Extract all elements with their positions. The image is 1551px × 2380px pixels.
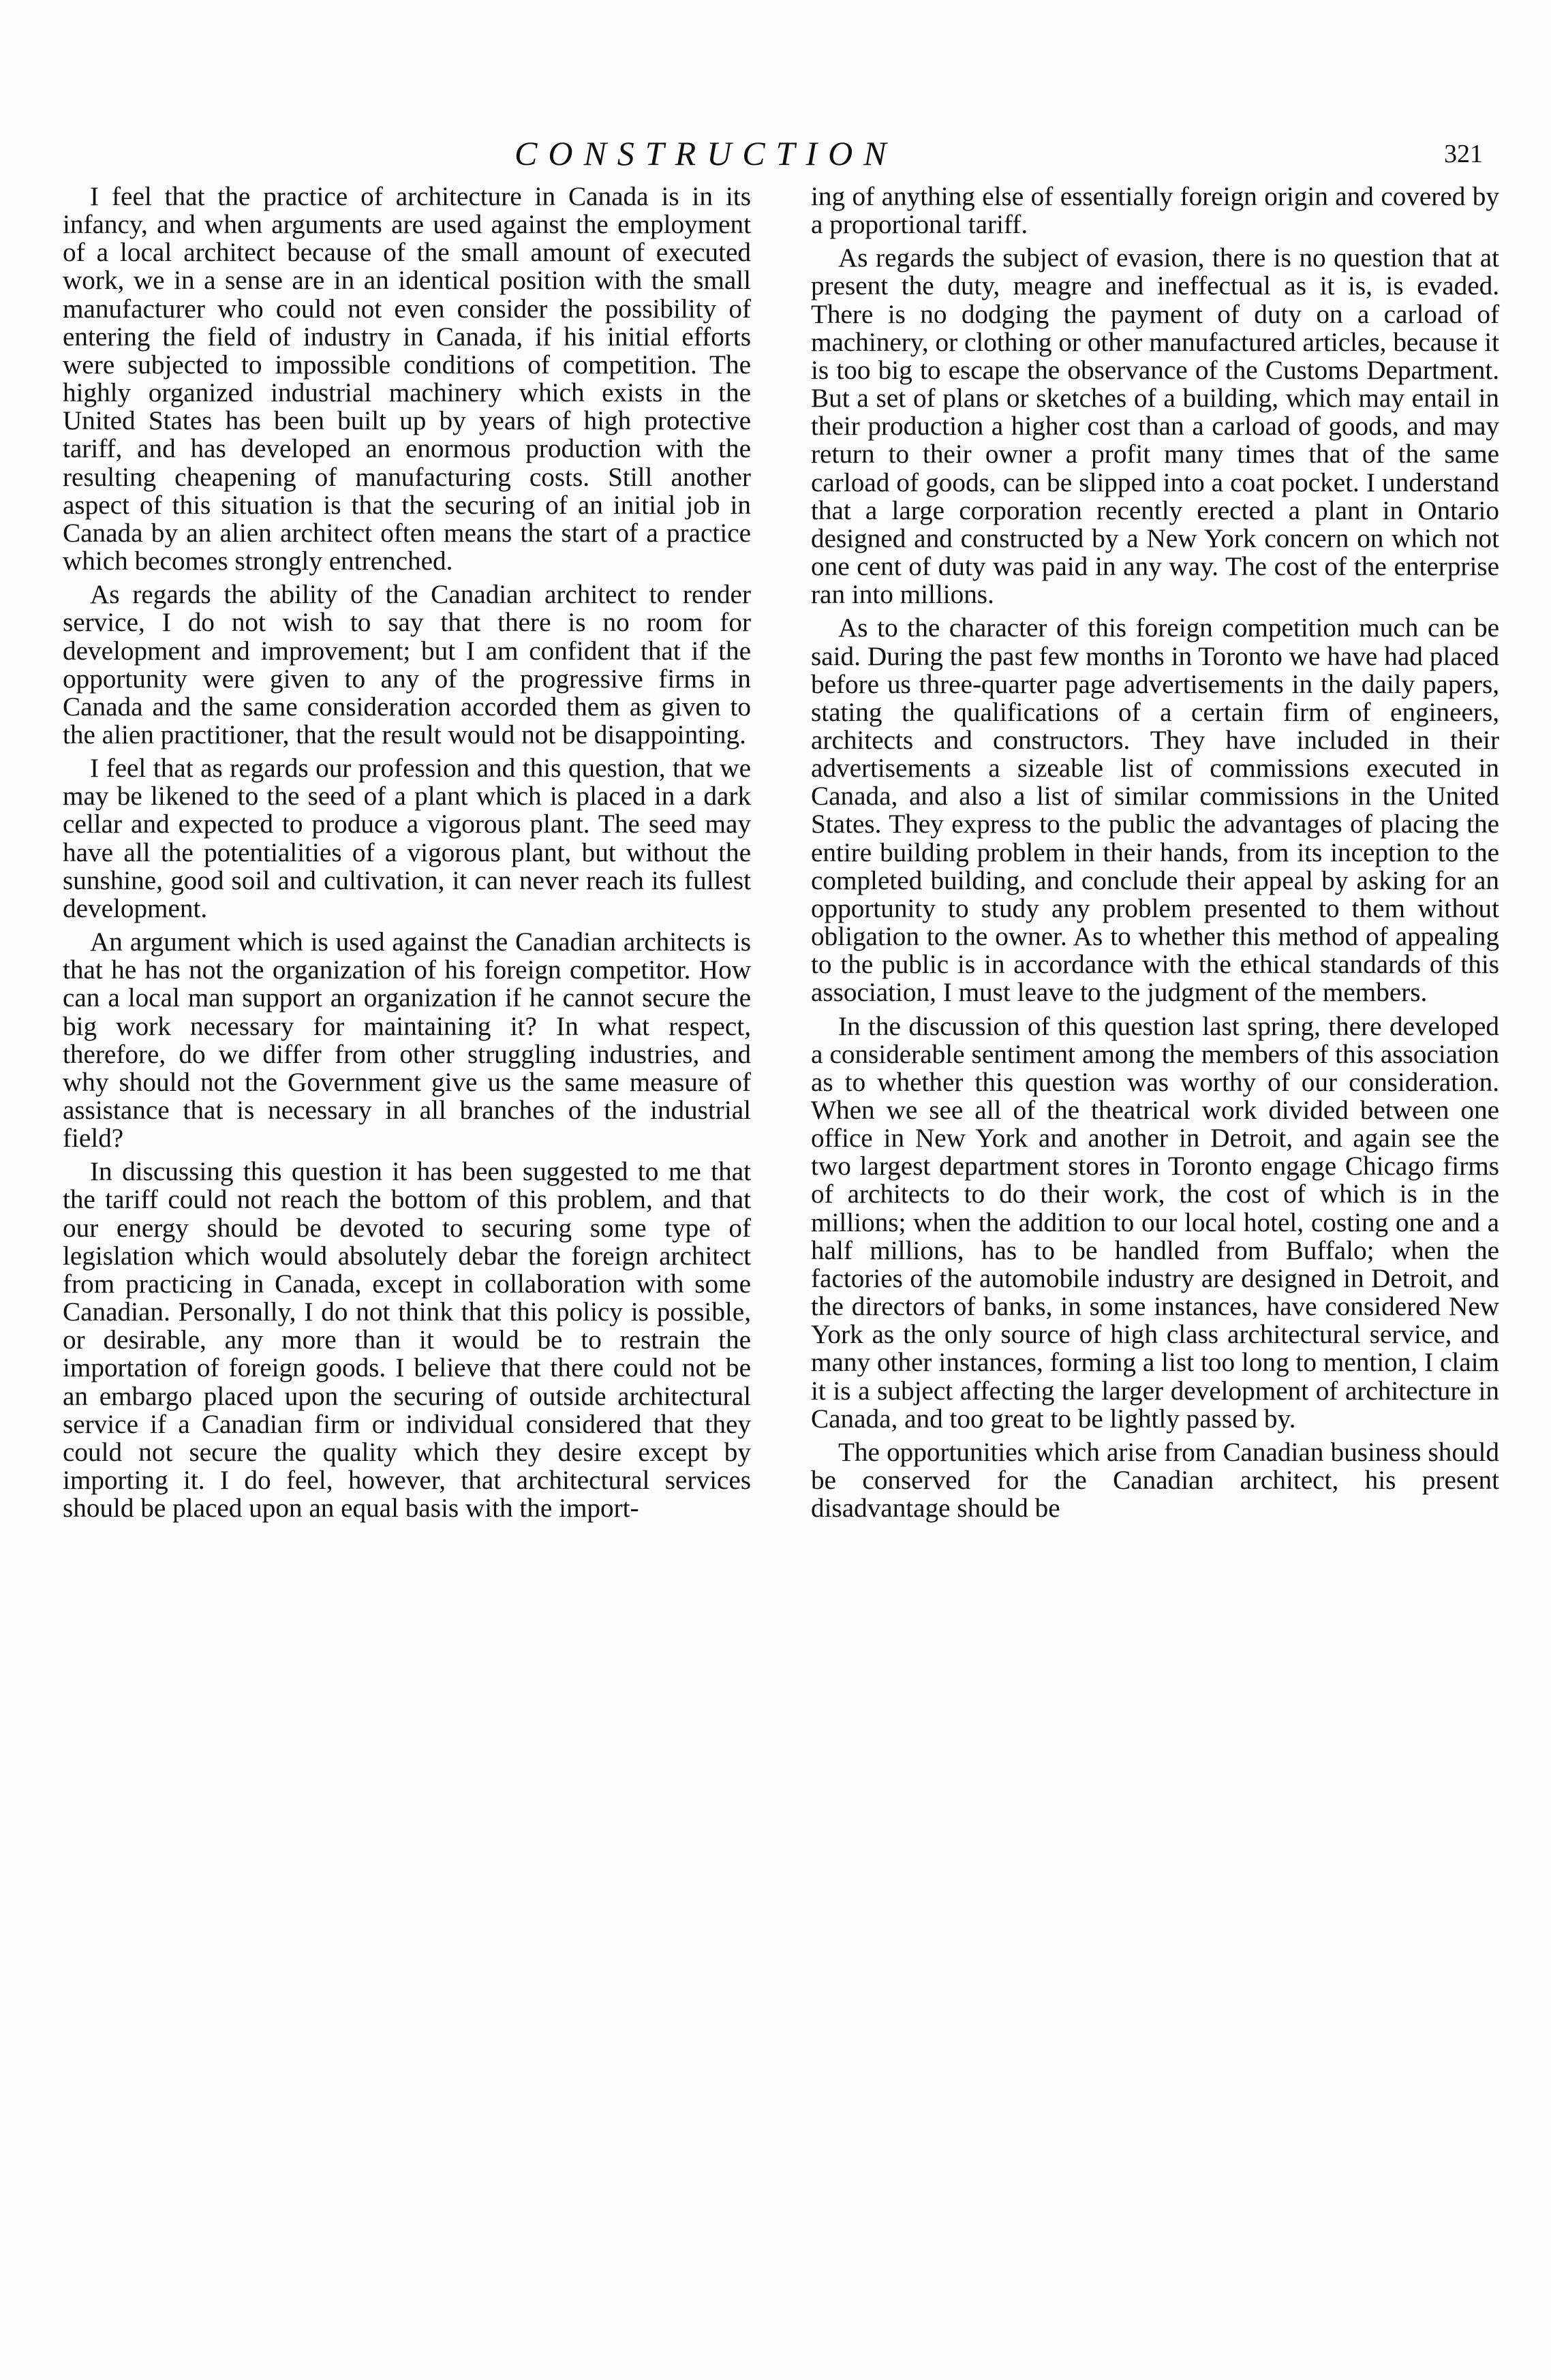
paragraph-continued: ing of anything else of essentially foreign origin and covered by a proportional tariff. (811, 182, 1499, 240)
journal-title: CONSTRUCTION (515, 134, 897, 172)
paragraph: As to the character of this foreign competition much can be said. During the past few months in Toronto we have had placed before us three-quarter page advertisements in the daily papers, stating the qualifications of a certain firm of engineers, architects and constructors. They have included in their advertisements a sizeable list of commissions executed in Canada, and also a list of similar commissions in the United States. They express to the public the advantages of placing the entire building problem in their hands, from its inception to the completed building, and conclude their appeal by asking for an opportunity to study any problem presented to them without obligation to the owner. As to whether this method of appealing to the public is in accordance with the ethical standards of this association, I must leave to the judgment of the members. (811, 613, 1499, 1008)
paragraph: An argument which is used against the Canadian architects is that he has not the organization of his foreign competitor. How can a local man support an organization if he cannot secure the big work necessary for maintaining it? In what respect, therefore, do we differ from other struggling industries, and why should not the Government give us the same measure of assistance that is necessary in all branches of the industrial field? (63, 927, 751, 1154)
running-head (0, 133, 1551, 181)
paragraph: In the discussion of this question last spring, there developed a considerable sentiment among the members of this association as to whether this question was worthy of our consideration. When we see all of the theatrical work divided between one office in New York and another in Detroit, and again see the two largest department stores in Toronto engage Chicago firms of architects to do their work, the cost of which is in the millions; when the addition to our local hotel, costing one and a half millions, has to be handled from Buffalo; when the factories of the automobile industry are designed in Detroit, and the directors of banks, in some instances, have considered New York as the only source of high class architectural service, and many other instances, forming a list too long to mention, I claim it is a subject affecting the larger development of architecture in Canada, and too great to be lightly passed by. (811, 1011, 1499, 1434)
left-column (63, 183, 751, 1528)
page-number: 321 (1444, 140, 1483, 168)
paragraph: The opportunities which arise from Canadian business should be conserved for the Canadian architect, his present disadvantage should be (811, 1437, 1499, 1524)
paragraph: As regards the subject of evasion, there is no question that at present the duty, meagre and ineffectual as it is, is evaded. There is no dodging the payment of duty on a carload of machinery, or clothing or other manufactured articles, because it is too big to escape the observance of the Customs Department. But a set of plans or sketches of a building, which may entail in their production a higher cost than a carload of goods, and may return to their owner a profit many times that of the same carload of goods, can be slipped into a coat pocket. I understand that a large corporation recently erected a plant in Ontario designed and constructed by a New York concern on which not one cent of duty was paid in any way. The cost of the enterprise ran into millions. (811, 243, 1499, 610)
right-column (811, 183, 1499, 1528)
paragraph: I feel that as regards our profession and this question, that we may be likened to the seed of a plant which is placed in a dark cellar and expected to produce a vigorous plant. The seed may have all the potentialities of a vigorous plant, but without the sunshine, good soil and cultivation, it can never reach its fullest development. (63, 754, 751, 923)
paragraph: I feel that the practice of architecture in Canada is in its infancy, and when arguments are used against the employment of a local architect because of the small amount of executed work, we in a sense are in an identical position with the small manufacturer who could not even consider the possibility of entering the field of industry in Canada, if his initial efforts were subjected to impossible conditions of competition. The highly organized industrial machinery which exists in the United States has been built up by years of high protective tariff, and has developed an enormous production with the resulting cheapening of manufacturing costs. Still another aspect of this situation is that the securing of an initial job in Canada by an alien architect often means the start of a practice which becomes strongly entrenched. (63, 182, 751, 576)
paragraph: As regards the ability of the Canadian architect to render service, I do not wish to say that there is no room for development and improvement; but I am confident that if the opportunity were given to any of the progressive firms in Canada and the same consideration accorded them as given to the alien practitioner, that the result would not be disappointing. (63, 580, 751, 749)
paragraph: In discussing this question it has been suggested to me that the tariff could not reach the bottom of this problem, and that our energy should be devoted to securing some type of legislation which would absolutely debar the foreign architect from practicing in Canada, except in collaboration with some Canadian. Personally, I do not think that this policy is possible, or desirable, any more than it would be to restrain the importation of foreign goods. I believe that there could not be an embargo placed upon the securing of outside architectural service if a Canadian firm or individual considered that they could not secure the quality which they desire except by importing it. I do feel, however, that architectural services should be placed upon an equal basis with the import- (63, 1157, 751, 1524)
